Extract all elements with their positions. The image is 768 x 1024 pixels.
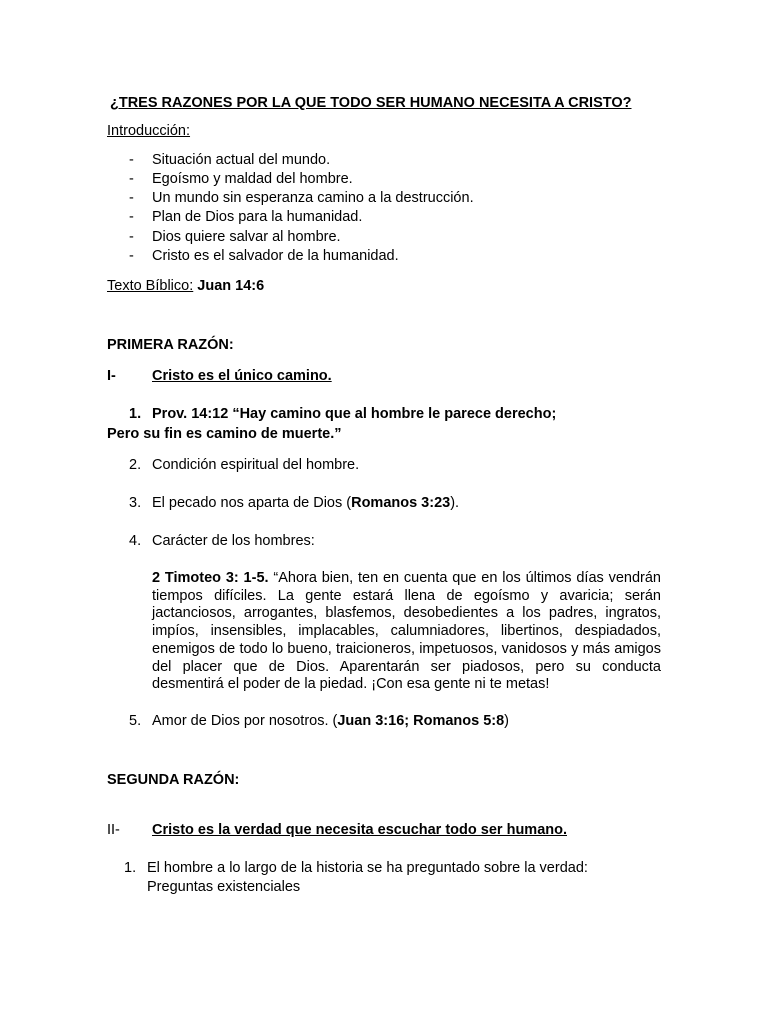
list-item: Un mundo sin esperanza camino a la destrucción. — [152, 190, 474, 206]
list-item: Cristo es el salvador de la humanidad. — [152, 248, 399, 264]
item-number: 1. — [129, 406, 142, 422]
list-item: Plan de Dios para la humanidad. — [152, 209, 363, 225]
list-item: Situación actual del mundo. — [152, 152, 331, 168]
bullet-dash: - — [129, 190, 134, 206]
item-number: 2. — [129, 457, 142, 473]
timoteo-paragraph — [152, 570, 661, 694]
bullet-dash: - — [129, 229, 134, 245]
text-span: Amor de Dios por nosotros. ( — [152, 713, 338, 729]
item-number: 3. — [129, 495, 142, 511]
texto-biblico-label: Texto Bíblico: — [107, 278, 194, 294]
list-item — [152, 712, 509, 730]
intro-heading: Introducción: — [107, 123, 191, 139]
list-item: Egoísmo y maldad del hombre. — [152, 171, 353, 187]
text-span: El pecado nos aparta de Dios ( — [152, 495, 352, 511]
verse-ref: Romanos 3:23 — [351, 495, 451, 511]
verse-ref: Juan 3:16; Romanos 5:8 — [337, 713, 505, 729]
list-item-continuation: Preguntas existenciales — [147, 879, 301, 895]
bullet-dash: - — [129, 248, 134, 264]
primera-numeral: I- — [107, 368, 116, 384]
timoteo-quote: “Ahora bien, ten en cuenta que en los últimos días vendrán tiempos difíciles. La gente estará llena de egoísmo y avaricia; serán jactanciosos, arrogantes, blasfemos, desobedientes a los padres, ingratos, impíos, insensibles, implacables, calumniadores, libertinos, despiadados, enemigos de todo lo bueno, traicioneros, impetuosos, vanidosos y más amigos del placer que de Dios. Aparentarán ser piadosos, pero su conducta desmentirá el poder de la piedad. ¡Con esa gente ni te metas! — [152, 570, 661, 693]
texto-biblico-ref: Juan 14:6 — [197, 278, 265, 294]
list-item: Condición espiritual del hombre. — [152, 457, 360, 473]
page-title: ¿TRES RAZONES POR LA QUE TODO SER HUMANO NECESITA A CRISTO? — [110, 95, 632, 111]
list-item: Dios quiere salvar al hombre. — [152, 229, 341, 245]
bullet-dash: - — [129, 209, 134, 225]
bullet-dash: - — [129, 152, 134, 168]
primera-razon-heading: PRIMERA RAZÓN: — [107, 337, 234, 353]
segunda-numeral: II- — [107, 822, 120, 838]
item-number: 5. — [129, 713, 142, 729]
list-item — [152, 494, 459, 512]
primera-title: Cristo es el único camino. — [152, 368, 332, 384]
text-span: ) — [504, 713, 510, 729]
list-item: Carácter de los hombres: — [152, 533, 315, 549]
prov-quote-line2: Pero su fin es camino de muerte.” — [107, 426, 342, 442]
text-span: ). — [450, 495, 460, 511]
bullet-dash: - — [129, 171, 134, 187]
segunda-razon-heading: SEGUNDA RAZÓN: — [107, 772, 240, 788]
item-number: 4. — [129, 533, 142, 549]
list-item: El hombre a lo largo de la historia se ha preguntado sobre la verdad: — [147, 860, 588, 876]
texto-biblico — [107, 277, 264, 295]
item-number: 1. — [124, 860, 137, 876]
segunda-title: Cristo es la verdad que necesita escuchar todo ser humano. — [152, 822, 567, 838]
prov-quote-line1: Prov. 14:12 “Hay camino que al hombre le parece derecho; — [152, 406, 557, 422]
verse-ref: 2 Timoteo 3: 1-5. — [152, 570, 269, 586]
